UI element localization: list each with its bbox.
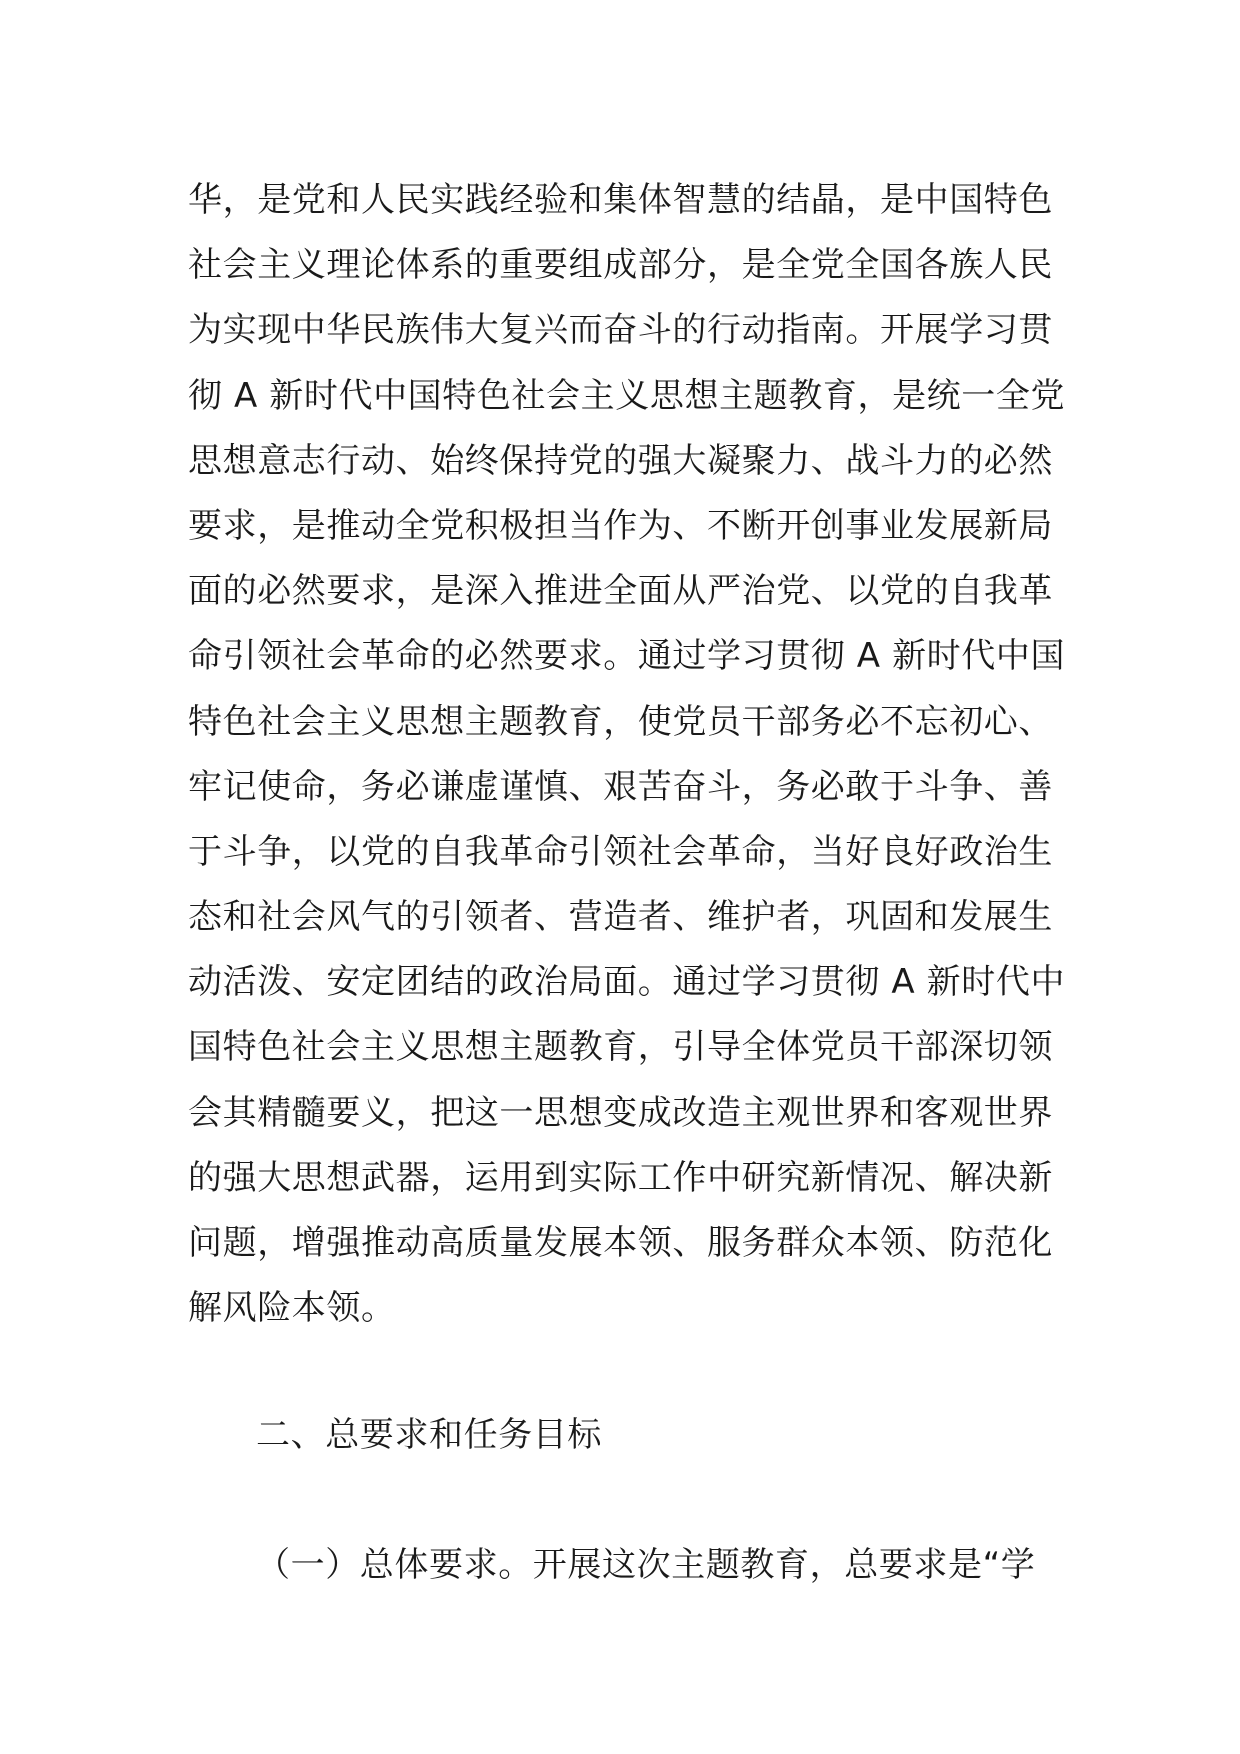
paragraph-line: 特色社会主义思想主题教育，使党员干部务必不忘初心、 <box>188 701 1053 742</box>
paragraph-line: 命引领社会革命的必然要求。通过学习贯彻 A 新时代中国 <box>188 636 1066 677</box>
paragraph-line: 态和社会风气的引领者、营造者、维护者，巩固和发展生 <box>188 897 1053 938</box>
paragraph-line: 为实现中华民族伟大复兴而奋斗的行动指南。开展学习贯 <box>188 310 1053 351</box>
paragraph-line: 问题，增强推动高质量发展本领、服务群众本领、防范化 <box>188 1223 1053 1263</box>
paragraph-line: 要求，是推动全党积极担当作为、不断开创事业发展新局 <box>188 505 1053 546</box>
paragraph-line: 国特色社会主义思想主题教育，引导全体党员干部深切领 <box>188 1027 1053 1068</box>
subsection-line: （一）总体要求。开展这次主题教育，总要求是“学 <box>256 1545 1036 1585</box>
paragraph-line: 社会主义理论体系的重要组成部分，是全党全国各族人民 <box>188 245 1053 286</box>
paragraph-line: 华，是党和人民实践经验和集体智慧的结晶，是中国特色 <box>188 180 1053 220</box>
paragraph-line: 解风险本领。 <box>188 1288 396 1329</box>
paragraph-line: 会其精髓要义，把这一思想变成改造主观世界和客观世界 <box>188 1092 1053 1133</box>
paragraph-line: 面的必然要求，是深入推进全面从严治党、以党的自我革 <box>188 571 1053 612</box>
section-heading: 二、总要求和任务目标 <box>256 1415 602 1455</box>
paragraph-line: 于斗争，以党的自我革命引领社会革命，当好良好政治生 <box>188 831 1053 872</box>
paragraph-line: 动活泼、安定团结的政治局面。通过学习贯彻 A 新时代中 <box>188 962 1066 1003</box>
paragraph-line: 牢记使命，务必谦虚谨慎、艰苦奋斗，务必敢于斗争、善 <box>188 766 1053 807</box>
paragraph-line: 的强大思想武器，运用到实际工作中研究新情况、解决新 <box>188 1157 1053 1198</box>
paragraph-line: 彻 A 新时代中国特色社会主义思想主题教育，是统一全党 <box>188 375 1066 416</box>
body-paragraph <box>188 168 1066 1341</box>
paragraph-line: 思想意志行动、始终保持党的强大凝聚力、战斗力的必然 <box>188 440 1053 481</box>
